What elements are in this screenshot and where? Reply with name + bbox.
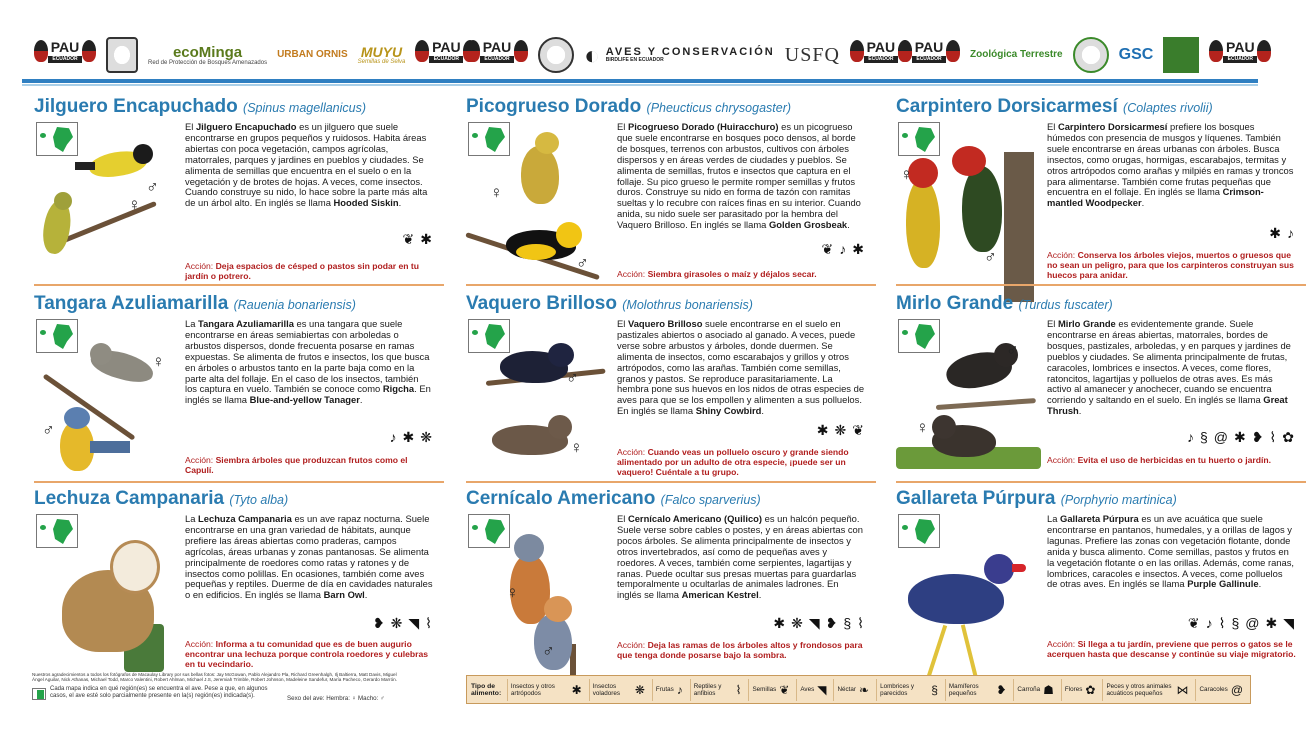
- species-title: Vaquero Brilloso (Molothrus bonariensis): [466, 293, 753, 314]
- species-title: Jilguero Encapuchado (Spinus magellanicus): [34, 96, 367, 117]
- species-title: Cernícalo Americano (Falco sparverius): [466, 488, 761, 509]
- mouse-icon: ❥: [825, 615, 838, 631]
- moth-icon: ❋: [634, 682, 645, 697]
- partner-logo: [106, 37, 138, 73]
- logo-strip-left: [34, 32, 477, 78]
- range-map: [468, 319, 510, 353]
- action-text: Acción: Evita el uso de herbicidas en tu huerto o jardín.: [1047, 455, 1271, 465]
- species-title: Mirlo Grande (Turdus fuscater): [896, 293, 1113, 314]
- insect-icon: ✱: [420, 231, 432, 247]
- sex-symbol: ♂: [146, 177, 159, 196]
- mouse-icon: ❥: [1251, 429, 1264, 445]
- map-legend-text: Cada mapa indica en qué región(es) se encuentra el ave. Pese a que, en algunos casos, el ave esté solo parcialmente presente en la(s) región(es) indicada(s).: [50, 686, 268, 699]
- fruit-icon: ♪: [1287, 225, 1294, 241]
- sex-symbol: ♂: [1006, 340, 1019, 359]
- food-type-item: Caracoles @: [1195, 679, 1246, 701]
- seed-icon: ❦: [821, 241, 834, 257]
- aves-conservacion-logo: ◐ AVES Y CONSERVACIÓN BIRDLIFE EN ECUADOR: [584, 40, 775, 70]
- sex-symbol: ♀: [900, 165, 913, 184]
- snail-icon: @: [1245, 615, 1260, 631]
- logo-strip-right: [898, 32, 1271, 78]
- card-divider: [466, 284, 876, 286]
- sex-symbol: ♂: [566, 368, 579, 387]
- food-icons: [822, 242, 864, 256]
- range-map: [898, 514, 940, 548]
- sex-symbol: ♀: [128, 195, 141, 214]
- pau-logo: PAU ECUADOR: [415, 34, 477, 76]
- urban-ornis-logo: URBAN ORNIS: [277, 49, 348, 60]
- pau-logo: PAU ECUADOR: [850, 34, 912, 76]
- sex-symbol: ♂: [576, 253, 589, 272]
- range-map: [898, 122, 940, 156]
- lizard-icon: ⌇: [1269, 429, 1277, 445]
- food-legend-title: Tipo de alimento:: [471, 682, 502, 697]
- fruit-icon: ♪: [389, 429, 397, 445]
- lizard-icon: ⌇: [735, 682, 742, 697]
- action-text: Acción: Siembra árboles que produzcan frutos como el Capulí.: [185, 455, 408, 475]
- species-description: El Carpintero Dorsicarmesí prefiere los bosques húmedos con presencia de musgos y líquenes. También suele encontrarse en áreas urbanas con árboles. Busca insectos, como orugas, hormigas, escarabajos, termitas y otros artrópodos como arañas y milpiés en ramas y troncos para alimentarse. También come frutas pequeñas que encuentra en el follaje. En inglés se llama Crimson-mantled Woodpecker.: [1047, 121, 1294, 209]
- insect-icon: ✱: [852, 241, 864, 257]
- worm-icon: §: [1231, 615, 1240, 631]
- moth-icon: ❋: [390, 615, 403, 631]
- gsc-logo: GSC: [1118, 46, 1154, 63]
- government-logo: [1163, 37, 1199, 73]
- food-type-item: Flores ✿: [1061, 679, 1099, 701]
- bird-icon: ◥: [817, 682, 827, 697]
- sex-symbol: ♀: [506, 583, 519, 602]
- usfq-logo: USFQ: [784, 44, 840, 66]
- species-card-cernicalo: [466, 488, 876, 676]
- seed-icon: ❦: [402, 231, 415, 247]
- card-divider: [34, 481, 444, 483]
- sex-symbol: ♀: [152, 352, 165, 371]
- partner-seal-logo: [1073, 37, 1109, 73]
- header-divider: [22, 79, 1258, 83]
- bird-icon: ◥: [408, 615, 420, 631]
- species-card-picogrueso: [466, 96, 876, 284]
- logo-strip-center: [466, 32, 912, 78]
- food-icons: [373, 616, 432, 630]
- zoologica-logo: Zoológica Terrestre: [970, 49, 1063, 60]
- species-card-gallareta: [896, 488, 1306, 676]
- range-map: [898, 319, 940, 353]
- action-text: Acción: Informa a tu comunidad que es de buen augurio encontrar una lechuza porque controla roedores y culebras en tu vecindario.: [185, 639, 429, 669]
- species-card-lechuza: [34, 488, 444, 676]
- pau-logo: PAU ECUADOR: [898, 34, 960, 76]
- lizard-icon: ⌇: [857, 615, 864, 631]
- seed-icon: ❦: [1187, 615, 1200, 631]
- food-type-item: Semillas ❦: [748, 679, 792, 701]
- snake-icon: §: [843, 615, 852, 631]
- nectar-icon: ❧: [859, 682, 870, 697]
- action-text: Acción: Siembra girasoles o maíz y déjalos secar.: [617, 269, 817, 279]
- insect-icon: ✱: [1265, 615, 1278, 631]
- bird-icon: ◥: [1283, 615, 1294, 631]
- pau-logo: PAU ECUADOR: [466, 34, 528, 76]
- action-text: Acción: Conserva los árboles viejos, muertos o gruesos que no sean un peligro, para que los carpinteros construyan sus huecos para anidar.: [1047, 250, 1294, 280]
- header-divider-light: [22, 84, 1258, 86]
- food-type-item: Aves ◥: [796, 679, 829, 701]
- insect-icon: ✱: [402, 429, 415, 445]
- partner-seal-logo: [538, 37, 574, 73]
- moth-icon: ❋: [420, 429, 432, 445]
- moth-icon: ❋: [791, 615, 803, 631]
- lizard-icon: ⌇: [425, 615, 432, 631]
- species-title: Lechuza Campanaria (Tyto alba): [34, 488, 289, 509]
- sex-symbol: ♂: [542, 641, 555, 660]
- food-icons: [1188, 616, 1294, 630]
- food-type-item: Lombrices y parecidos §: [876, 679, 941, 701]
- food-icons: [817, 423, 864, 437]
- insect-icon: ✱: [816, 422, 829, 438]
- range-map: [468, 514, 510, 548]
- action-text: Acción: Deja espacios de césped o pastos sin podar en tu jardín o potrero.: [185, 261, 420, 281]
- food-icons: [390, 430, 432, 444]
- carrion-icon: ☗: [1043, 682, 1054, 697]
- species-card-carpintero: [896, 96, 1306, 284]
- sex-symbol: ♀: [916, 418, 929, 437]
- insect-icon: ✱: [773, 615, 786, 631]
- species-card-tangara: [34, 293, 444, 481]
- food-type-item: Reptiles y anfibios ⌇: [690, 679, 745, 701]
- sex-symbol: ♂: [984, 247, 997, 266]
- card-divider: [34, 284, 444, 286]
- sex-symbol: ♀: [490, 183, 503, 202]
- fruit-icon: ♪: [1205, 615, 1213, 631]
- food-type-item: Frutas ♪: [652, 679, 686, 701]
- muyu-logo: MUYU Semillas de Selva: [357, 44, 406, 65]
- fruit-icon: ♪: [839, 241, 847, 257]
- species-card-vaquero: [466, 293, 876, 481]
- seed-icon: ❦: [779, 682, 790, 697]
- moth-icon: ❋: [834, 422, 847, 438]
- range-map: [468, 122, 510, 156]
- food-icons: [1187, 430, 1294, 444]
- snail-icon: @: [1230, 682, 1244, 697]
- species-description: El Jilguero Encapuchado es un jilguero que suele encontrarse en grupos pequeños y ruidosos. Habita áreas abiertas con poca vegetación, campos agrícolas, matorrales, parques y jardines en pueblos y ciudades. Se alimenta de semillas que encuentra en el suelo o en la vegetación y de brotes de hojas. A veces, come insectos. Cuando construye su nido, lo hace sobre la parte más alta de un árbol alto. En inglés se llama Hooded Siskin.: [185, 121, 428, 209]
- species-card-jilguero: [34, 96, 444, 284]
- food-icons: [773, 616, 864, 630]
- flower-icon: ✿: [1282, 429, 1294, 445]
- fish-icon: ⋈: [1176, 682, 1189, 697]
- food-type-item: Insectos y otros artrópodos ✱: [507, 679, 585, 701]
- bird-icon: ◥: [808, 615, 820, 631]
- pau-logo: PAU ECUADOR: [1209, 34, 1271, 76]
- action-text: Acción: Cuando veas un polluelo oscuro y grande siendo alimentado por un adulto de otra especie, ¡puede ser un vaquero! Cuéntale a tu grupo.: [617, 447, 849, 477]
- fruit-icon: ♪: [1186, 429, 1194, 445]
- sex-symbol: ♂: [42, 420, 55, 439]
- card-divider: [896, 284, 1306, 286]
- frog-icon: ⌇: [1218, 615, 1226, 631]
- species-title: Gallareta Púrpura (Porphyrio martinica): [896, 488, 1177, 509]
- insect-icon: ✱: [1233, 429, 1246, 445]
- food-type-item: Mamíferos pequeños ❥: [945, 679, 1009, 701]
- sex-legend: Sexo del ave: Hembra: ♀ Macho: ♂: [287, 695, 385, 702]
- species-description: El Vaquero Brilloso suele encontrarse en el suelo en pastizales abiertos o asociado al ganado. A veces, puede verse sobre arbustos y árboles, donde duermen. Se alimenta de insectos, como escarabajos y grillos y otros artrópodos, como las arañas. También come semillas, granos y pastos. Se reproduce parasitariamente. La hembra pone sus huevos en los nidos de otras especies de aves para que se los empollen y alimenten a sus polluelos. En inglés se llama Shiny Cowbird.: [617, 318, 865, 417]
- flower-icon: ✿: [1085, 682, 1096, 697]
- food-type-item: Insectos voladores ❋: [589, 679, 648, 701]
- species-card-mirlo: [896, 293, 1306, 481]
- pau-logo: PAU ECUADOR: [34, 34, 96, 76]
- food-type-item: Néctar ❧: [833, 679, 872, 701]
- species-description: El Picogrueso Dorado (Huiracchuro) es un picogrueso que suele encontrarse en bosques poco densos, al borde de bosques, terrenos con arbustos, cultivos con árboles dispersos y en áreas verdes de ciudades y pueblos. Se alimenta de semillas, frutos e insectos que captura en el follaje. Su pico grueso le permite romper semillas y frutos duros. Construye su nido en forma de tazón con ramitas sueltas y lo recubre con raíces finas en su interior. Cuando anida, su nido suele ser parasitado por la hembra del Vaquero Brilloso. En inglés se llama Golden Grosbeak.: [617, 121, 861, 231]
- ecominga-logo: ecoMinga Red de Protección de Bosques Amenazados: [148, 43, 268, 66]
- species-title: Tangara Azuliamarilla (Rauenia bonariensis): [34, 293, 356, 314]
- food-type-legend: [466, 675, 1251, 704]
- species-title: Picogrueso Dorado (Pheucticus chrysogaster): [466, 96, 792, 117]
- species-title: Carpintero Dorsicarmesí (Colaptes rivolii): [896, 96, 1213, 117]
- range-map: [36, 514, 78, 548]
- range-map: [36, 122, 78, 156]
- species-description: La Gallareta Púrpura es un ave acuática que suele encontrarse en pantanos, humedales, y a orillas de lagos y lagunas. Prefiere las zonas con vegetación flotante, donde anida y busca alimento. Come semillas, pastos y frutos en la vegetación flotante o en las orillas. Además, come ranas, lombrices, caracoles e insectos. A veces, come polluelos de otras aves. En inglés se llama Purple Gallinule.: [1047, 513, 1295, 590]
- sex-symbol: ♀: [570, 438, 583, 457]
- worm-icon: §: [1199, 429, 1208, 445]
- photo-credits: Nuestros agradecimientos a todos los fotógrafos de Macaulay Library por sus bellas fotos: Jay McGowan, Pablo Alejandro Pla, Richard Greenhalgh, Ilj Baltierra, Matt Davis, Miguel Ángel Aguilar, Nick Athanas, Michael Todd, Marco Valentini, Robert Ahlman, Michael J.S, Jeremiah Trimble, Robert Johnson, Madeleine Sandefur, María Pacheco, Gerardo Marrón.: [32, 672, 397, 683]
- seed-icon: ❦: [852, 422, 864, 438]
- fruit-icon: ♪: [676, 682, 683, 697]
- map-legend-icon: [32, 688, 46, 700]
- card-divider: [466, 481, 876, 483]
- mouse-icon: ❥: [372, 615, 385, 631]
- action-text: Acción: Si llega a tu jardín, previene que perros o gatos se le acerquen hasta que descanse y continúe su viaje migratorio.: [1047, 639, 1296, 659]
- food-type-item: Carroña ☗: [1013, 679, 1057, 701]
- mouse-icon: ❥: [996, 682, 1007, 697]
- food-icons: [1269, 226, 1294, 240]
- card-divider: [896, 481, 1306, 483]
- species-description: El Cernícalo Americano (Quilico) es un halcón pequeño. Suele verse sobre cables o postes, y en áreas abiertas con pocos árboles. Se alimenta principalmente de insectos y otros invertebrados, así como de pequeñas aves y roedores. A veces, también come serpientes, lagartijas y ranas. Puede ocultar sus presas muertas para guardarlas temporalmente u ocultarlas de animales ladrones. En inglés se llama American Kestrel.: [617, 513, 863, 601]
- food-icons: [403, 232, 432, 246]
- snail-icon: @: [1213, 429, 1228, 445]
- worm-icon: §: [931, 682, 938, 697]
- species-description: El Mirlo Grande es evidentemente grande. Suele encontrarse en áreas abiertas, matorrales, bordes de bosques, pastizales, arboledas, y en parques y jardines de pueblos y ciudades. Se alimenta principalmente de frutas, caracoles, lombrices e insectos. A veces, come flores, ratoncitos, lagartijas y polluelos de otras aves. Es más activo al amanecer y anochecer, cuando se encuentra corriendo y saltando en el suelo. En inglés se llama Great Thrush.: [1047, 318, 1291, 417]
- food-type-item: Peces y otros animales acuáticos pequeños ⋈: [1102, 679, 1191, 701]
- action-text: Acción: Deja las ramas de los árboles altos y frondosos para que tenga donde posarse bajo la sombra.: [617, 640, 863, 660]
- insect-icon: ✱: [571, 682, 582, 697]
- species-description: La Tangara Azuliamarilla es una tangara que suele encontrarse en áreas semiabiertas con arboledas o arbustos dispersos, donde frecuenta posarse en ramas expuestas. Se alimenta de frutos e insectos, los que busca en árboles o arbustos tanto en la parte baja como en la parte alta del follaje. En el caso de los insectos, también los captura en vuelo. También se conoce como Rigcha. En inglés se llama Blue-and-yellow Tanager.: [185, 318, 431, 406]
- range-map: [36, 319, 78, 353]
- insect-icon: ✱: [1269, 225, 1281, 241]
- species-description: La Lechuza Campanaria es un ave rapaz nocturna. Suele encontrarse en una gran variedad de hábitats, aunque prefiere las áreas abiertas como praderas, campos agrícolas, áreas urbanas y zonas pantanosas. Se alimenta principalmente de roedores como ratas y ratones y de insectos como polillas. En ocasiones, también come aves pequeñas y reptiles. Duerme de día en cavidades naturales o en edificios. En inglés se llama Barn Owl.: [185, 513, 433, 601]
